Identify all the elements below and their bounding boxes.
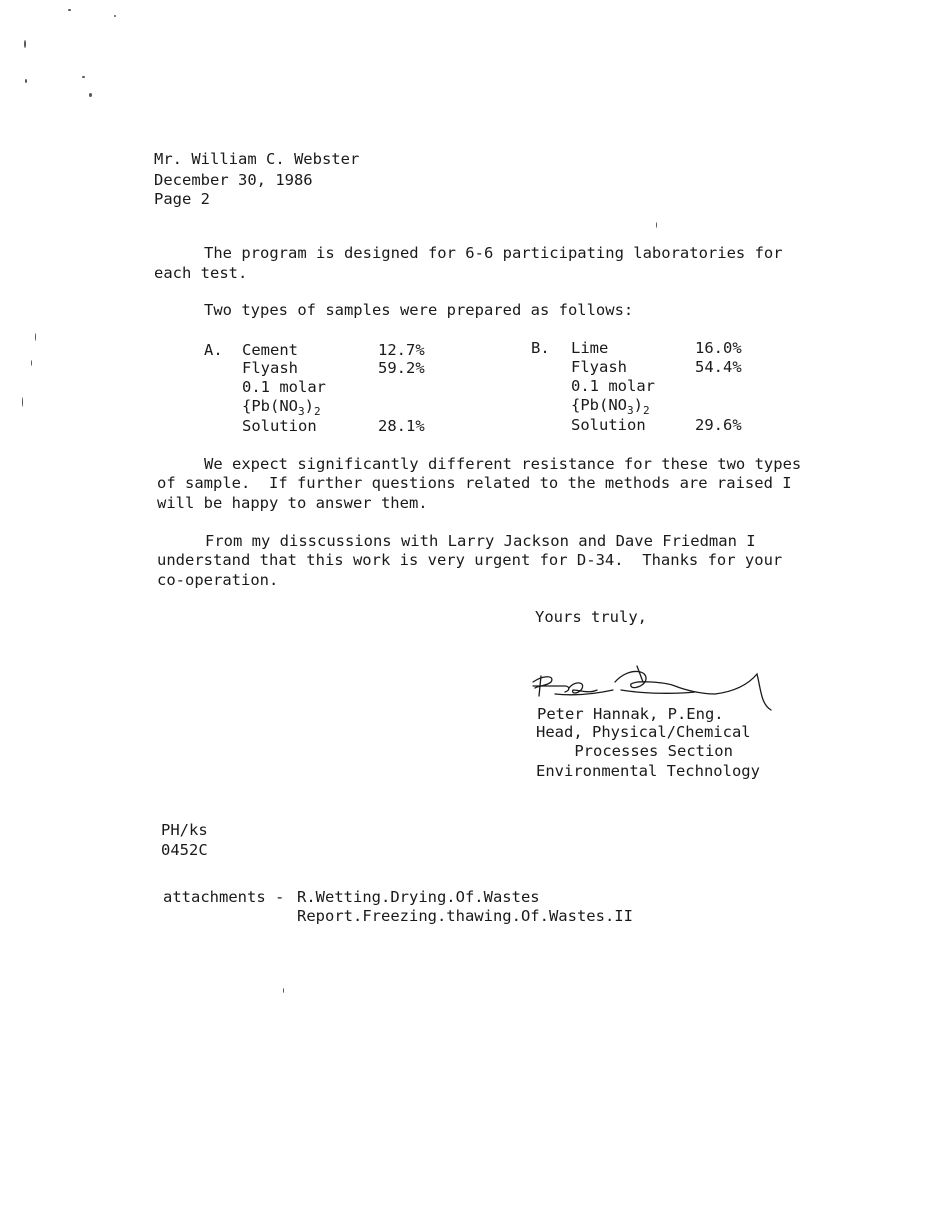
formula-text: {Pb(NO — [571, 396, 627, 414]
sample-b-percentage: 54.4% — [695, 358, 742, 376]
formula-subscript: 2 — [313, 405, 321, 418]
sample-a-ingredient: Flyash — [242, 359, 298, 377]
paragraph-line: co-operation. — [157, 571, 279, 589]
letter-date: December 30, 1986 — [154, 171, 313, 189]
formula-text: ) — [633, 396, 643, 414]
signatory-title: Processes Section — [565, 742, 733, 760]
paragraph-line: of sample. If further questions related to the methods are raised I — [157, 474, 792, 492]
sample-b-percentage: 29.6% — [695, 416, 742, 434]
scan-speck — [24, 40, 26, 48]
paragraph-line: From my disscussions with Larry Jackson and Dave Friedman I — [205, 532, 756, 550]
paragraph-line: understand that this work is very urgent for D-34. Thanks for your — [157, 551, 783, 569]
sample-b-ingredient: 0.1 molar — [571, 377, 655, 395]
attachment-item: Report.Freezing.thawing.Of.Wastes.II — [297, 907, 633, 925]
sample-b-ingredient: Lime — [571, 339, 609, 357]
sample-a-marker: A. — [204, 341, 223, 359]
attachment-item: R.Wetting.Drying.Of.Wastes — [297, 888, 540, 906]
valediction: Yours truly, — [535, 608, 647, 626]
formula-subscript: 2 — [642, 404, 650, 417]
paragraph-line: each test. — [154, 264, 248, 282]
page-number: Page 2 — [154, 190, 210, 208]
scan-speck — [89, 93, 92, 97]
formula-subscript: 3 — [627, 404, 634, 417]
scan-speck — [283, 988, 284, 993]
signatory-name: Peter Hannak, P.Eng. — [537, 705, 724, 723]
sample-b-ingredient: Solution — [571, 416, 646, 434]
document-code: 0452C — [161, 841, 208, 859]
typist-initials: PH/ks — [161, 821, 208, 839]
sample-a-percentage: 59.2% — [378, 359, 425, 377]
attachments-label: attachments - — [163, 888, 294, 906]
signatory-title: Head, Physical/Chemical — [536, 723, 751, 741]
scan-speck — [31, 360, 32, 366]
sample-b-ingredient: Flyash — [571, 358, 627, 376]
formula-subscript: 3 — [298, 405, 305, 418]
signatory-title: Environmental Technology — [536, 762, 760, 780]
scan-speck — [25, 79, 27, 83]
recipient-name: Mr. William C. Webster — [154, 150, 360, 168]
sample-b-marker: B. — [531, 339, 550, 357]
sample-a-percentage: 28.1% — [378, 417, 425, 435]
scan-speck — [68, 9, 71, 11]
sample-a-ingredient: Solution — [242, 417, 317, 435]
paragraph-line: We expect significantly different resistance for these two types — [204, 455, 802, 473]
paragraph-line: The program is designed for 6-6 participating laboratories for — [204, 244, 783, 262]
sample-a-ingredient: Cement — [242, 341, 298, 359]
paragraph-line: will be happy to answer them. — [157, 494, 428, 512]
sample-b-percentage: 16.0% — [695, 339, 742, 357]
formula-text: {Pb(NO — [242, 397, 298, 415]
sample-a-percentage: 12.7% — [378, 341, 425, 359]
sample-a-formula — [242, 397, 321, 417]
paragraph-line: Two types of samples were prepared as follows: — [204, 301, 634, 319]
formula-text: ) — [304, 397, 314, 415]
scan-speck — [114, 15, 116, 17]
scan-speck — [35, 333, 36, 341]
scan-speck — [82, 76, 85, 78]
sample-b-formula — [571, 396, 650, 416]
sample-a-ingredient: 0.1 molar — [242, 378, 326, 396]
scan-speck — [656, 222, 657, 228]
scan-speck — [22, 397, 23, 407]
